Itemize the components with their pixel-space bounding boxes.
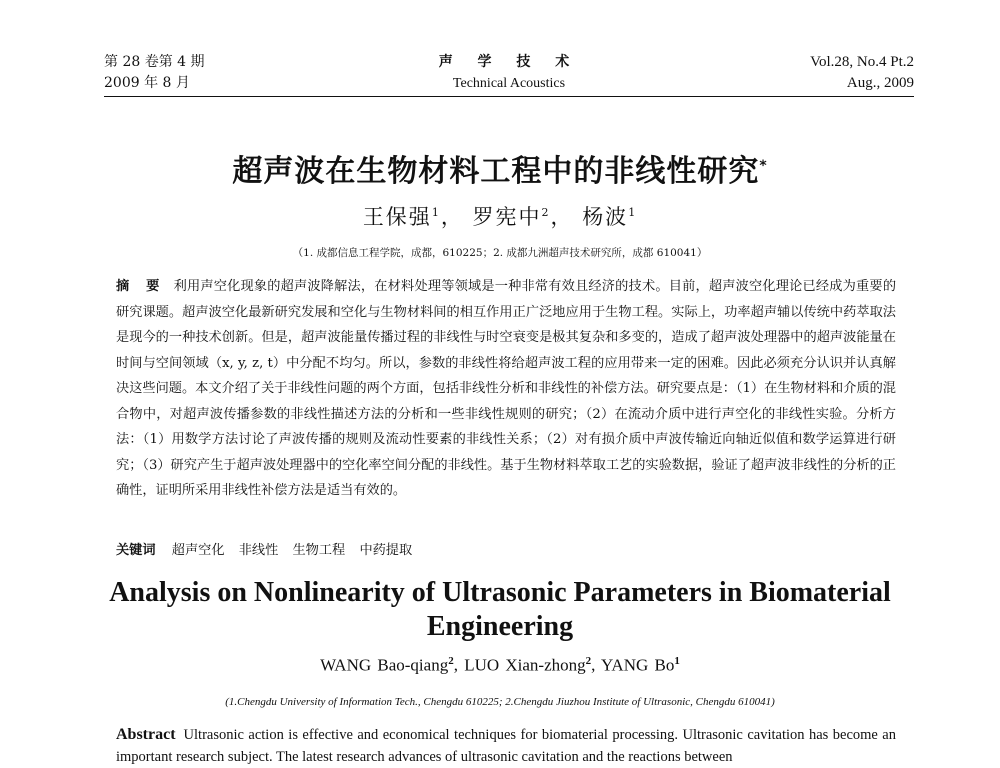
author-en: YANG Bo: [601, 655, 675, 675]
date-cn: 2009 年 8 月: [104, 75, 190, 91]
keywords-cn: [116, 540, 896, 562]
date-en: Aug., 2009: [846, 75, 914, 91]
abstract-cn-text: 利用声空化现象的超声波降解法，在材料处理等领域是一种非常有效且经济的技术。目前，超声波空化理论已经成为重要的研究课题。超声波空化最新研究发展和空化与生物材料间的相互作用正广泛地应用于生物工程。实际上，功率超声辅以传统中药萃取法是现今的一种技术创新。但是，超声波能量传播过程的非线性与时空衰变是极其复杂和多变的，造成了超声波处理器中的超声波能量在时间与空间领域（x, y, z, t）中分配不均匀。所以，参数的非线性将给超声波工程的应用带来一定的困难。因此必须充分认识并认真解决这些问题。本文介绍了关于非线性问题的两个方面，包括非线性分析和非线性的补偿方法。研究要点是：（1）在生物材料和介质的混合物中，对超声波传播参数的非线性描述方法的分析和一些非线性规则的研究；（2）在流动介质中进行声空化的非线性实验。分析方法：（1）用数学方法讨论了声波传播的规则及流动性要素的非线性关系；（2）对有损介质中声波传输近向轴近似值和数学运算进行研究；（3）研究产生于超声波处理器中的空化率空间分配的非线性。基于生物材料萃取工艺的实验数据，验证了超声波非线性的分析的正确性，证明所采用非线性补偿方法是适当有效的。: [116, 279, 897, 498]
journal-name-en: Technical Acoustics: [452, 76, 566, 91]
author-en: WANG Bao-qiang: [320, 655, 449, 675]
author-separator: ，: [550, 205, 574, 229]
author-separator: ,: [453, 655, 458, 675]
author-cn: 王保强: [362, 205, 432, 229]
abstract-cn: [116, 274, 896, 504]
author-cn: 罗宪中: [472, 205, 542, 229]
author-en: LUO Xian-zhong: [464, 655, 586, 675]
issue-cn: 第 28 卷第 4 期: [104, 54, 205, 70]
affiliation-en: (1.Chengdu University of Information Tech., Chengdu 610225; 2.Chengdu Jiuzhou Institute of Ultrasonic, Chengdu 610041): [225, 696, 775, 708]
abstract-cn-label: 摘 要: [116, 279, 166, 294]
affiliation-cn: （1. 成都信息工程学院，成都，610225；2. 成都九洲超声技术研究所，成都 610041）: [292, 247, 708, 259]
author-en-affil: 1: [674, 655, 680, 667]
abstract-en-label: Abstract: [116, 726, 176, 743]
page-header: [104, 52, 914, 94]
author-cn-affil: 1: [431, 206, 441, 219]
author-cn-affil: 1: [628, 206, 638, 219]
author-cn-affil: 2: [541, 206, 551, 219]
keyword: 超声空化: [171, 543, 225, 558]
keyword: 生物工程: [292, 543, 346, 558]
keyword: 非线性: [238, 543, 279, 558]
issue-en: Vol.28, No.4 Pt.2: [810, 54, 914, 70]
title-en: Analysis on Nonlinearity of Ultrasonic Parameters in Biomaterial Engineering: [109, 577, 891, 642]
authors-en: [0, 655, 1000, 676]
author-separator: ,: [591, 655, 596, 675]
author-cn: 杨波: [582, 205, 629, 229]
title-footnote-mark: *: [759, 158, 768, 174]
journal-name-cn: 声 学 技 术: [438, 54, 580, 70]
title-cn: [0, 146, 1000, 190]
abstract-en-text: Ultrasonic action is effective and economical techniques for biomaterial processing. Ultrasonic cavitation has become an important research subject. The latest research advances of ultrasonic cavitation and the reactions between: [116, 727, 896, 765]
header-center: [104, 52, 914, 94]
title-cn-text: 超声波在生物材料工程中的非线性研究: [232, 154, 760, 189]
author-en-affil: 2: [448, 655, 454, 667]
abstract-en: [116, 724, 896, 768]
authors-cn: [0, 201, 1000, 231]
keywords-cn-label: 关键词: [116, 543, 156, 558]
header-right: [810, 52, 914, 94]
header-rule: [104, 96, 914, 97]
author-separator: ，: [440, 205, 464, 229]
author-en-affil: 2: [585, 655, 592, 667]
keyword: 中药提取: [359, 543, 413, 558]
